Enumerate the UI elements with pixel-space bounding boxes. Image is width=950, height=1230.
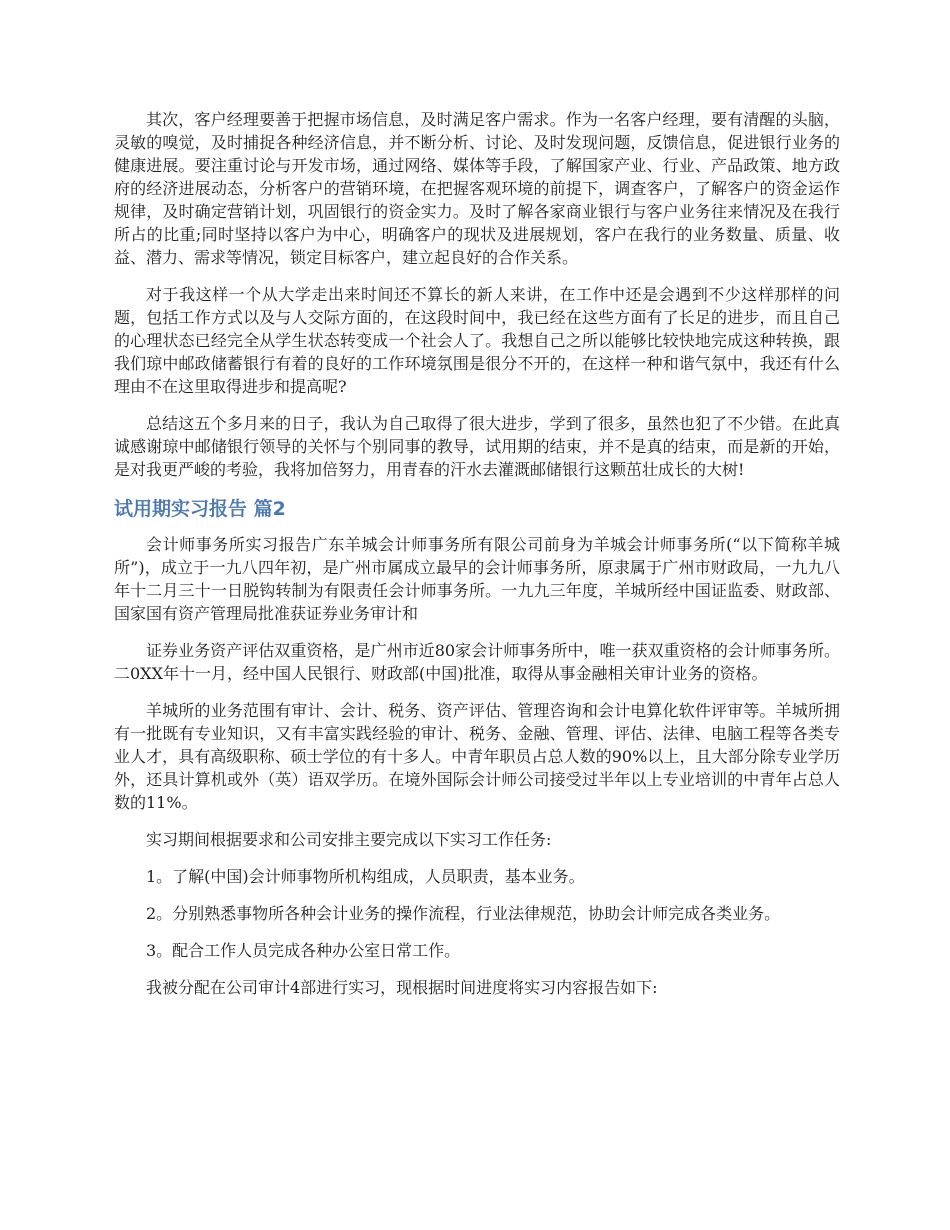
paragraph: 羊城所的业务范围有审计、会计、税务、资产评估、管理咨询和会计电算化软件评审等。羊城所拥有一批既有专业知识，又有丰富实践经验的审计、税务、金融、管理、评估、法律、电脑工程等各类专业人才，具有高级职称、硕士学位的有十多人。中青年职员占总人数的90%以上，且大部分除专业学历外，还具计算机或外（英）语双学历。在境外国际会计师公司接受过半年以上专业培训的中青年占总人数的11%。: [114, 701, 840, 812]
paragraph: 证券业务资产评估双重资格，是广州市近80家会计师事务所中，唯一获双重资格的会计师事务所。二0XX年十一月，经中国人民银行、财政部(中国)批准，取得从事金融相关审计业务的资格。: [114, 641, 840, 683]
list-item: 2。分别熟悉事物所各种会计业务的操作流程，行业法律规范，协助会计师完成各类业务。: [146, 904, 781, 923]
paragraph: 会计师事务所实习报告广东羊城会计师事务所有限公司前身为羊城会计师事务所(“以下简称羊城所”)，成立于一九八四年初，是广州市属成立最早的会计师事务所，原隶属于广州市财政局，一九九八年十二月三十一日脱钩转制为有限责任会计师事务所。一九九三年度，羊城所经中国证监委、财政部、国家国有资产管理局批准获证券业务审计和: [114, 535, 840, 623]
list-item: 1。了解(中国)会计师事物所机构组成，人员职责，基本业务。: [146, 867, 585, 886]
paragraph: 实习期间根据要求和公司安排主要完成以下实习工作任务:: [146, 830, 552, 849]
paragraph: 对于我这样一个从大学走出来时间还不算长的新人来讲，在工作中还是会遇到不少这样那样的问题，包括工作方式以及与人交际方面的，在这段时间中，我已经在这些方面有了长足的进步，而且自己的心理状态已经完全从学生状态转变成一个社会人了。我想自己之所以能够比较快地完成这种转换，跟我们琼中邮政储蓄银行有着的良好的工作环境氛围是很分不开的，在这样一种和谐气氛中，我还有什么理由不在这里取得进步和提高呢?: [114, 285, 840, 396]
list-item: 3。配合工作人员完成各种办公室日常工作。: [146, 941, 461, 960]
document-page: [114, 108, 840, 1013]
paragraph: 总结这五个多月来的日子，我认为自己取得了很大进步，学到了很多，虽然也犯了不少错。在此真诚感谢琼中邮储银行领导的关怀与个别同事的教导，试用期的结束，并不是真的结束，而是新的开始，是对我更严峻的考验，我将加倍努力，用青春的汗水去灌溉邮储银行这颗茁壮成长的大树!: [114, 414, 840, 479]
paragraph: 我被分配在公司审计4部进行实习，现根据时间进度将实习内容报告如下:: [146, 978, 658, 997]
section-heading: 试用期实习报告 篇2: [114, 498, 286, 520]
paragraph: 其次，客户经理要善于把握市场信息，及时满足客户需求。作为一名客户经理，要有清醒的头脑，灵敏的嗅觉，及时捕捉各种经济信息，并不断分析、讨论、及时发现问题，反馈信息，促进银行业务的健康进展。要注重讨论与开发市场，通过网络、媒体等手段，了解国家产业、行业、产品政策、地方政府的经济进展动态，分析客户的营销环境，在把握客观环境的前提下，调查客户，了解客户的资金运作规律，及时确定营销计划，巩固银行的资金实力。及时了解各家商业银行与客户业务往来情况及在我行所占的比重;同时坚持以客户为中心，明确客户的现状及进展规划，客户在我行的业务数量、质量、收益、潜力、需求等情况，锁定目标客户，建立起良好的合作关系。: [114, 110, 840, 267]
